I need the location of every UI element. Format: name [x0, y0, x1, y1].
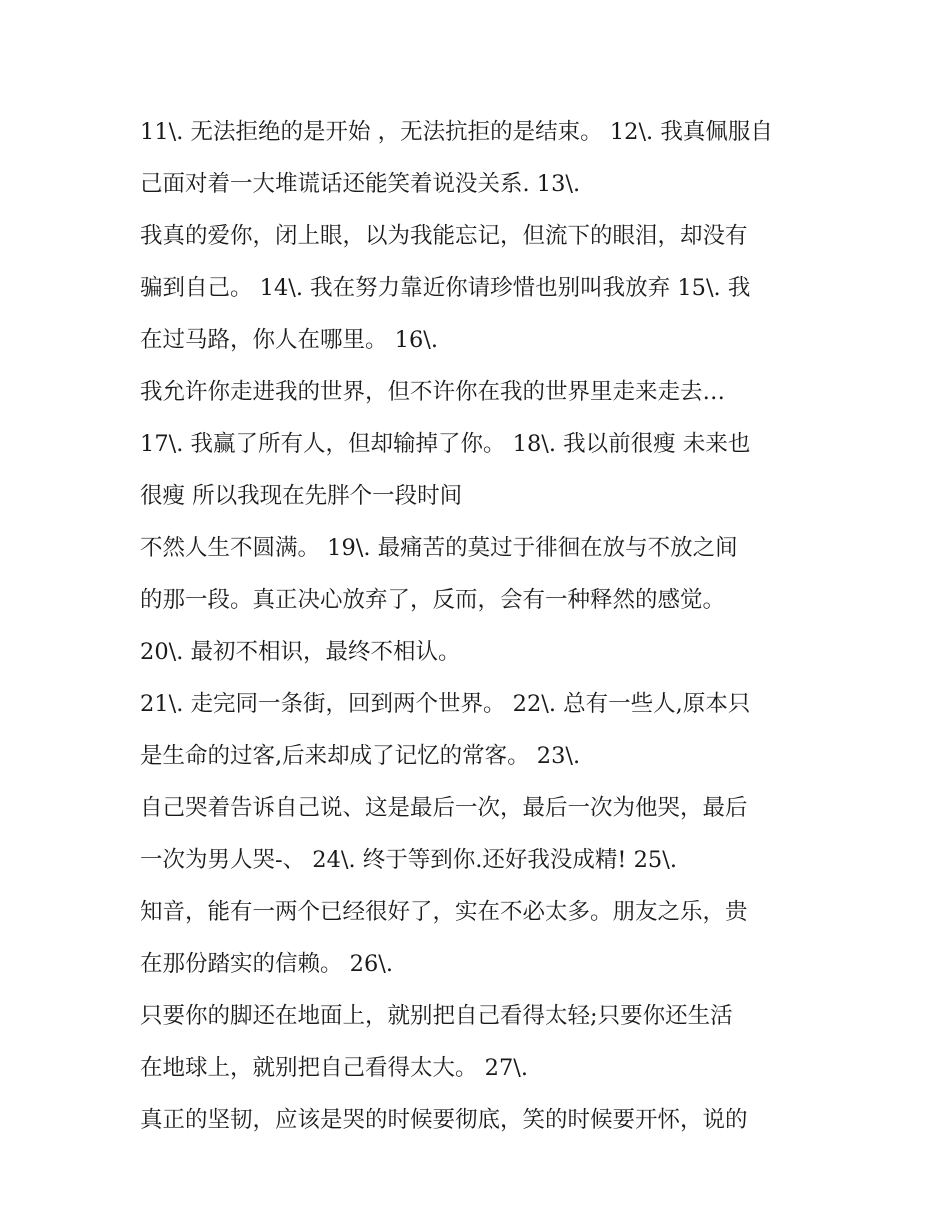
text-line: 不然人生不圆满。 19\. 最痛苦的莫过于徘徊在放与不放之间: [140, 535, 738, 561]
text-line: 只要你的脚还在地面上，就别把自己看得太轻;只要你还生活: [140, 1003, 733, 1029]
text-line: 我真的爱你，闭上眼，以为我能忘记，但流下的眼泪，却没有: [140, 223, 748, 249]
text-line: 知音，能有一两个已经很好了，实在不必太多。朋友之乐，贵: [140, 899, 748, 925]
text-line: 在过马路，你人在哪里。 16\.: [140, 327, 439, 353]
text-line: 17\. 我赢了所有人，但却输掉了你。 18\. 我以前很瘦 未来也: [140, 431, 751, 457]
text-line: 骗到自己。 14\. 我在努力靠近你请珍惜也别叫我放弃 15\. 我: [140, 275, 751, 301]
text-line: 自己哭着告诉自己说、这是最后一次，最后一次为他哭，最后: [140, 795, 748, 821]
text-line: 在地球上，就别把自己看得太大。 27\.: [140, 1055, 529, 1081]
text-line: 20\. 最初不相识，最终不相认。: [140, 639, 461, 665]
text-line: 很瘦 所以我现在先胖个一段时间: [140, 483, 463, 509]
body-text: [140, 106, 830, 1146]
text-line: 己面对着一大堆谎话还能笑着说没关系. 13\.: [140, 171, 581, 197]
text-line: 是生命的过客,后来却成了记忆的常客。 23\.: [140, 743, 581, 769]
text-line: 我允许你走进我的世界，但不许你在我的世界里走来走去…: [140, 379, 726, 405]
text-line: 真正的坚韧，应该是哭的时候要彻底，笑的时候要开怀，说的: [140, 1107, 748, 1133]
text-line: 21\. 走完同一条街，回到两个世界。 22\. 总有一些人,原本只: [140, 691, 751, 717]
text-line: 一次为男人哭-、 24\. 终于等到你.还好我没成精! 25\.: [140, 847, 677, 873]
text-line: 在那份踏实的信赖。 26\.: [140, 951, 394, 977]
text-line: 的那一段。真正决心放弃了，反而，会有一种释然的感觉。: [140, 587, 726, 613]
text-line: 11\. 无法拒绝的是开始 ，无法抗拒的是结束。 12\. 我真佩服自: [140, 119, 773, 145]
